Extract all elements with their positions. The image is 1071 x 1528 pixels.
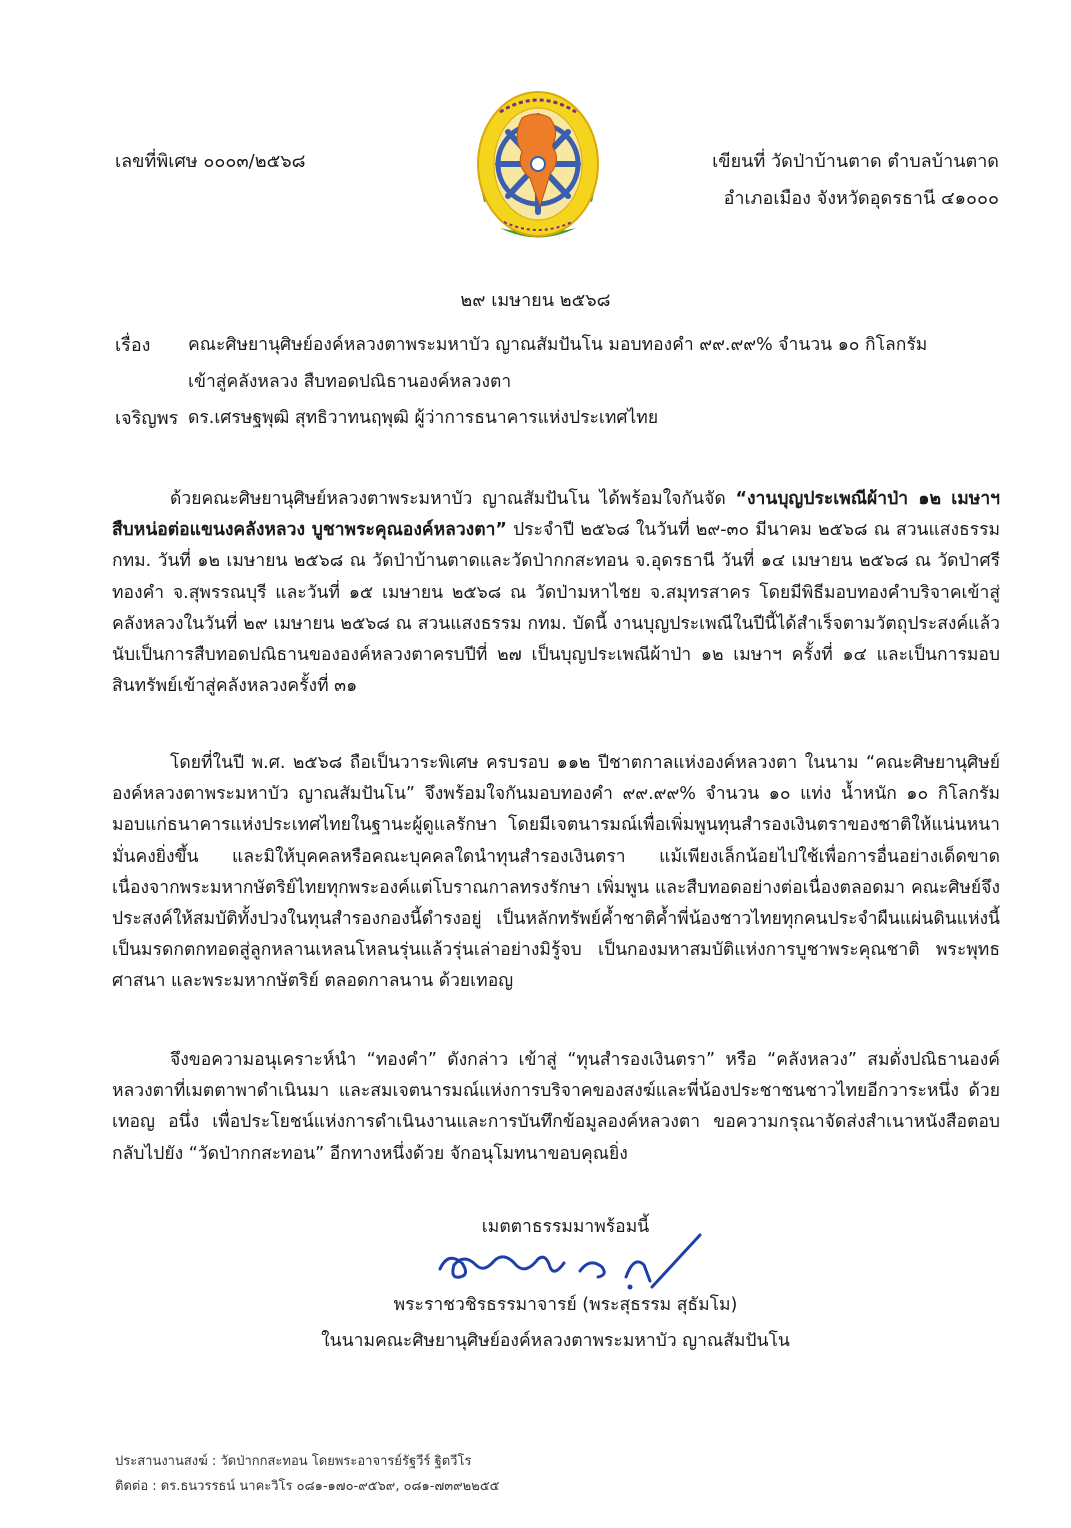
subject-label: เรื่อง	[115, 335, 151, 356]
closing-greeting: เมตตาธรรมมาพร้อมนี้	[481, 1217, 650, 1237]
recipient-name: ดร.เศรษฐพุฒิ สุทธิวาทนฤพุฒิ ผู้ว่าการธนาคารแห่งประเทศไทย	[188, 408, 659, 428]
footer-contact: ติดต่อ : ดร.ธนวรรธน์ นาคะวิโร ๐๘๑-๑๗๐-๙๕๖๙, ๐๘๑-๗๓๙๒๒๕๕	[115, 1479, 500, 1494]
signer-name: พระราชวชิรธรรมาจารย์ (พระสุธรรม สุธัมโม)	[393, 1295, 738, 1315]
recipient-label: เจริญพร	[115, 408, 179, 429]
temple-seal-logo	[470, 82, 606, 242]
body-paragraph-2: โดยที่ในปี พ.ศ. ๒๕๖๘ ถือเป็นวาระพิเศษ ครบรอบ ๑๑๒ ปีชาตกาลแห่งองค์หลวงตา ในนาม “คณะศิษยานุศิษย์องค์หลวงตาพระมหาบัว ญาณสัมปันโน” จึงพร้อมใจกันมอบทองคำ ๙๙.๙๙% จำนวน ๑๐ แท่ง น้ำหนัก ๑๐ กิโลกรัม มอบแก่ธนาคารแห่งประเทศไทยในฐานะผู้ดูแลรักษา โดยมีเจตนารมณ์เพื่อเพิ่มพูนทุนสำรองเงินตราของชาติให้แน่นหนามั่นคงยิ่งขึ้น และมิให้บุคคลหรือคณะบุคคลใดนำทุนสำรองเงินตรา แม้เพียงเล็กน้อยไปใช้เพื่อการอื่นอย่างเด็ดขาด เนื่องจากพระมหากษัตริย์ไทยทุกพระองค์แต่โบราณกาลทรงรักษา เพิ่มพูน และสืบทอดอย่างต่อเนื่องตลอดมา คณะศิษย์จึงประสงค์ให้สมบัติทั้งปวงในทุนสำรองกองนี้ดำรงอยู่ เป็นหลักทรัพย์ค้ำชาติค้ำพี่น้องชาวไทยทุกคนประจำผืนแผ่นดินแห่งนี้ เป็นมรดกตกทอดสู่ลูกหลานเหลนโหลนรุ่นแล้วรุ่นเล่าอย่างมิรู้จบ เป็นกองมหาสมบัติแห่งการบูชาพระคุณชาติ พระพุทธศาสนา และพระมหากษัตริย์ ตลอดกาลนาน ด้วยเทอญ	[112, 753, 1000, 992]
footer-coordinator: ประสานงานสงฆ์ : วัดป่ากกสะทอน โดยพระอาจารย์รัฐวีร์ ฐิตวีโร	[115, 1454, 472, 1469]
body-paragraph-1: ด้วยคณะศิษยานุศิษย์หลวงตาพระมหาบัว ญาณสัมปันโน ได้พร้อมใจกันจัด “งานบุญประเพณีผ้าป่า ๑๒ เมษาฯ สืบหน่อต่อแขนงคลังหลวง บูชาพระคุณองค์หลวงตา” ประจำปี ๒๕๖๘ ในวันที่ ๒๙-๓๐ มีนาคม ๒๕๖๘ ณ สวนแสงธรรม กทม. วันที่ ๑๒ เมษายน ๒๕๖๘ ณ วัดป่าบ้านตาดและวัดป่ากกสะทอน จ.อุดรธานี วันที่ ๑๔ เมษายน ๒๕๖๘ ณ วัดป่าศรีทองคำ จ.สุพรรณบุรี และวันที่ ๑๕ เมษายน ๒๕๖๘ ณ วัดป่ามหาไชย จ.สมุทรสาคร โดยมีพิธีมอบทองคำบริจาคเข้าสู่คลังหลวงในวันที่ ๒๙ เมษายน ๒๕๖๘ ณ สวนแสงธรรม กทม. บัดนี้ งานบุญประเพณีในปีนี้ได้สำเร็จตามวัตถุประสงค์แล้ว นับเป็นการสืบทอดปณิธานขององค์หลวงตาครบปีที่ ๒๗ เป็นบุญประเพณีผ้าป่า ๑๒ เมษาฯ ครั้งที่ ๑๔ และเป็นการมอบสินทรัพย์เข้าสู่คลังหลวงครั้งที่ ๓๑	[112, 489, 1001, 697]
handwritten-signature	[430, 1225, 720, 1295]
reference-number: เลขที่พิเศษ ๐๐๐๓/๒๕๖๘	[115, 151, 306, 172]
letter-date: ๒๙ เมษายน ๒๕๖๘	[460, 290, 611, 311]
subject-line1: คณะศิษยานุศิษย์องค์หลวงตาพระมหาบัว ญาณสัมปันโน มอบทองคำ ๙๙.๙๙% จำนวน ๑๐ กิโลกรัม	[188, 335, 928, 355]
event-name: “งานบุญประเพณีผ้าป่า ๑๒ เมษาฯ สืบหน่อต่อแขนงคลังหลวง บูชาพระคุณองค์หลวงตา”	[112, 489, 1001, 541]
signer-on-behalf: ในนามคณะศิษยานุศิษย์องค์หลวงตาพระมหาบัว ญาณสัมปันโน	[321, 1331, 790, 1351]
subject-line2: เข้าสู่คลังหลวง สืบทอดปณิธานองค์หลวงตา	[188, 372, 512, 392]
sender-address-line2: อำเภอเมือง จังหวัดอุดรธานี ๔๑๐๐๐	[723, 188, 999, 209]
body-paragraph-3: จึงขอความอนุเคราะห์นำ “ทองคำ” ดังกล่าว เข้าสู่ “ทุนสำรองเงินตรา” หรือ “คลังหลวง” สมดั่งปณิธานองค์หลวงตาที่เมตตาพาดำเนินมา และสมเจตนารมณ์แห่งการบริจาคของสงฆ์และพี่น้องประชาชนชาวไทยอีกวาระหนึ่ง ด้วยเทอญ อนึ่ง เพื่อประโยชน์แห่งการดำเนินงานและการบันทึกข้อมูลองค์หลวงตา ขอความกรุณาจัดส่งสำเนาหนังสือตอบกลับไปยัง “วัดป่ากกสะทอน” อีกทางหนึ่งด้วย จักอนุโมทนาขอบคุณยิ่ง	[112, 1050, 1000, 1164]
sender-address-line1: เขียนที่ วัดป่าบ้านตาด ตำบลบ้านตาด	[712, 151, 999, 172]
